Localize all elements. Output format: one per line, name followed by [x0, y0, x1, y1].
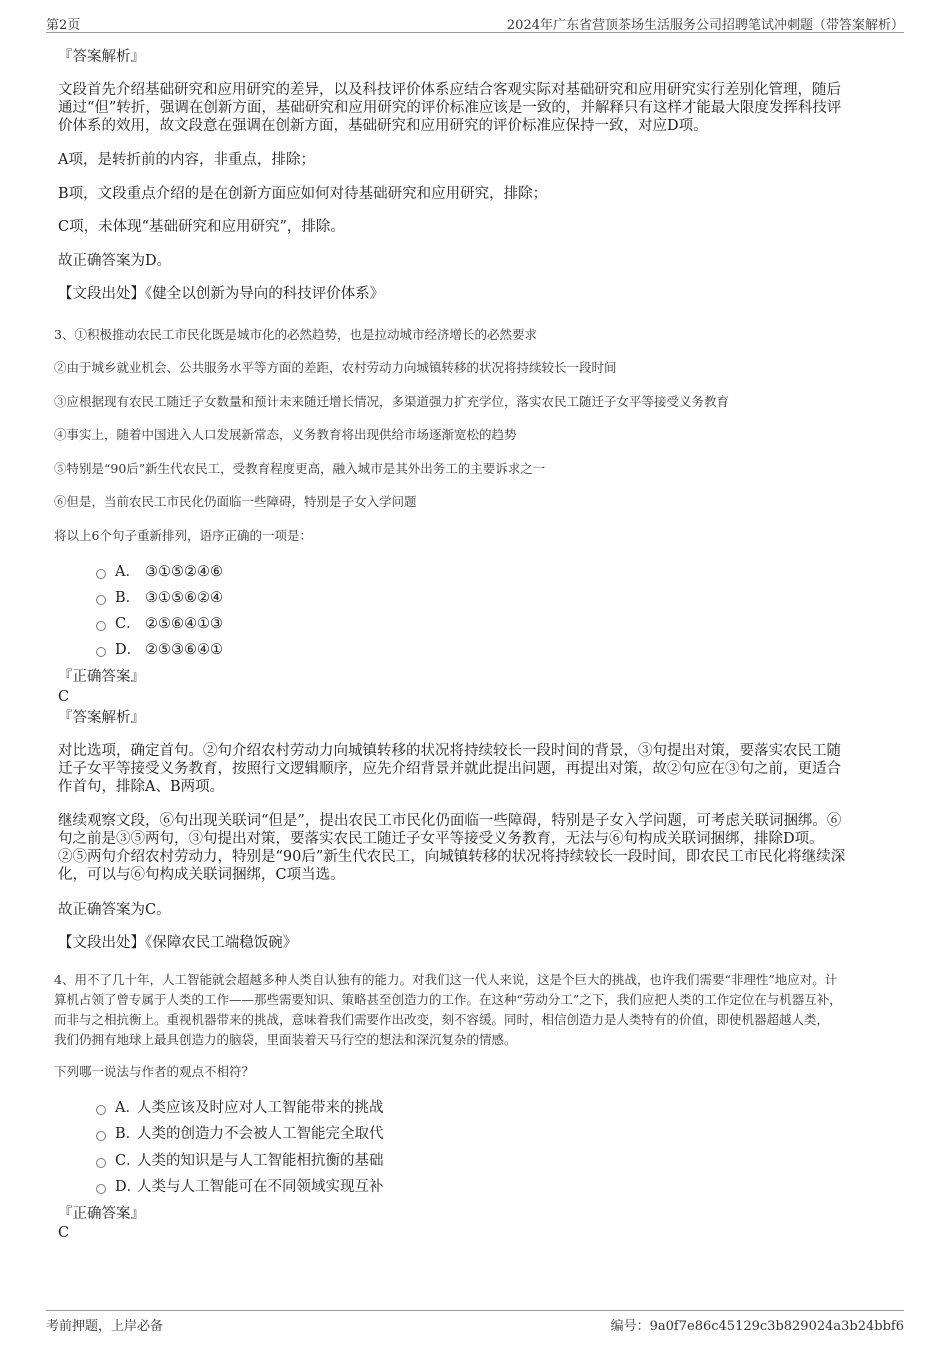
q4-option-a[interactable]: A． 人类应该及时应对人工智能带来的挑战 — [96, 1099, 384, 1117]
analysis-option-c: C项，未体现“基础研究和应用研究”，排除。 — [58, 219, 345, 235]
question-4-stem: 4、用不了几十年，人工智能就会超越多种人类自认独有的能力。对我们这一代人来说，这是个巨大的挑战，也许我们需要“非理性”地应对。计 算机占领了曾专属于人类的工作——那些需要知识、策略甚至创造力的工作。在这种“劳动分工”之下，我们应把人类的工作定位在与机器互补， 而非与之相抗衡上。重视机器带来的挑战，意味着我们需要作出改变，刻不容缓。同时，相信创造力是人类特有的价值，即使机器超越人类， 我们仍拥有地球上最具创造力的脑袋，里面装着天马行空的想法和深沉复杂的情感。 — [54, 972, 842, 1047]
q4-option-b[interactable]: B． 人类的创造力不会被人工智能完全取代 — [96, 1125, 384, 1143]
analysis-label: 『答案解析』 — [58, 710, 145, 726]
q3-option-c[interactable]: C． ②⑤⑥④①③ — [96, 615, 223, 633]
radio-button[interactable] — [96, 621, 106, 631]
page-number: 第2页 — [46, 18, 81, 33]
q3-option-d[interactable]: D． ②⑤③⑥④① — [96, 641, 223, 659]
analysis-paragraph: 继续观察文段，⑥句出现关联词“但是”，提出农民工市民化仍面临一些障碍，特别是子女入学问题，可考虑关联词捆绑。⑥ 句之前是③⑤两句，③句提出对策，要落实农民工随迁子女平等接受义务教育，无法与⑥句构成关联词捆绑，排除D项。 ②⑤两句介绍农村劳动力，特别是“90后”新生代农民工，向城镇转移的状况将持续较长一段时间，即农民工市民化将继续深 化，可以与⑥句构成关联词捆绑，C项当选。 — [58, 813, 846, 883]
question-3-sentence-1: 3、①积极推动农民工市民化既是城市化的必然趋势，也是拉动城市经济增长的必然要求 — [54, 327, 537, 342]
answer-label: 『正确答案』 — [58, 1206, 145, 1222]
radio-button[interactable] — [96, 595, 106, 605]
radio-button[interactable] — [96, 569, 106, 579]
q4-option-d[interactable]: D． 人类与人工智能可在不同领域实现互补 — [96, 1178, 384, 1196]
answer-label: 『正确答案』 — [58, 669, 145, 685]
q3-option-b[interactable]: B． ③①⑤⑥②④ — [96, 589, 223, 607]
page-footer — [46, 1310, 904, 1333]
radio-button[interactable] — [96, 1184, 106, 1194]
question-3-sentence-5: ⑤特别是“90后”新生代农民工，受教育程度更高，融入城市是其外出务工的主要诉求之一 — [54, 461, 546, 476]
source: 【文段出处】《健全以创新为导向的科技评价体系》 — [58, 286, 385, 302]
radio-button[interactable] — [96, 647, 106, 657]
question-3-prompt: 将以上6个句子重新排列，语序正确的一项是： — [54, 528, 312, 543]
question-3-sentence-6: ⑥但是，当前农民工市民化仍面临一些障碍，特别是子女入学问题 — [54, 494, 417, 509]
question-3-sentence-2: ②由于城乡就业机会、公共服务水平等方面的差距，农村劳动力向城镇转移的状况将持续较长一段时间 — [54, 360, 617, 375]
radio-button[interactable] — [96, 1158, 106, 1168]
analysis-label: 『答案解析』 — [58, 49, 145, 65]
question-4-prompt: 下列哪一说法与作者的观点不相符？ — [54, 1064, 255, 1079]
document-title: 2024年广东省营顶茶场生活服务公司招聘笔试冲刺题（带答案解析） — [506, 18, 904, 33]
page-header — [46, 12, 904, 33]
analysis-option-a: A项，是转折前的内容，非重点，排除； — [58, 152, 315, 168]
analysis-paragraph: 文段首先介绍基础研究和应用研究的差异，以及科技评价体系应结合客观实际对基础研究和应用研究实行差别化管理，随后 通过“但”转折，强调在创新方面，基础研究和应用研究的评价标准应该是一致的，并解释只有这样才能最大限度发挥科技评 价体系的效用，故文段意在强调在创新方面，基础研究和应用研究的评价标准应保持一致，对应D项。 — [58, 82, 842, 134]
conclusion: 故正确答案为D。 — [58, 253, 172, 269]
conclusion: 故正确答案为C。 — [58, 902, 171, 918]
footer-slogan: 考前押题，上岸必备 — [46, 1319, 164, 1334]
analysis-paragraph: 对比选项，确定首句。②句介绍农村劳动力向城镇转移的状况将持续较长一段时间的背景，③句提出对策，要落实农民工随 迁子女平等接受义务教育，按照行文逻辑顺序，应先介绍背景并就此提出问题，再提出对策，故②句应在③句之前，更适合 作首句，排除A、B两项。 — [58, 743, 841, 795]
answer-value: C — [58, 689, 70, 705]
question-3-sentence-4: ④事实上，随着中国进入人口发展新常态，义务教育将出现供给市场逐渐宽松的趋势 — [54, 427, 517, 442]
question-3-sentence-3: ③应根据现有农民工随迁子女数量和预计未来随迁增长情况，多渠道强力扩充学位，落实农民工随迁子女平等接受义务教育 — [54, 394, 730, 409]
q3-option-a[interactable]: A． ③①⑤②④⑥ — [96, 563, 223, 581]
radio-button[interactable] — [96, 1131, 106, 1141]
source: 【文段出处】《保障农民工端稳饭碗》 — [58, 935, 298, 951]
analysis-option-b: B项，文段重点介绍的是在创新方面应如何对待基础研究和应用研究，排除； — [58, 186, 548, 202]
answer-value: C — [58, 1225, 70, 1241]
q4-option-c[interactable]: C． 人类的知识是与人工智能相抗衡的基础 — [96, 1152, 384, 1170]
radio-button[interactable] — [96, 1105, 106, 1115]
document-id: 编号：9a0f7e86c45129c3b829024a3b24bbf6 — [610, 1319, 904, 1334]
